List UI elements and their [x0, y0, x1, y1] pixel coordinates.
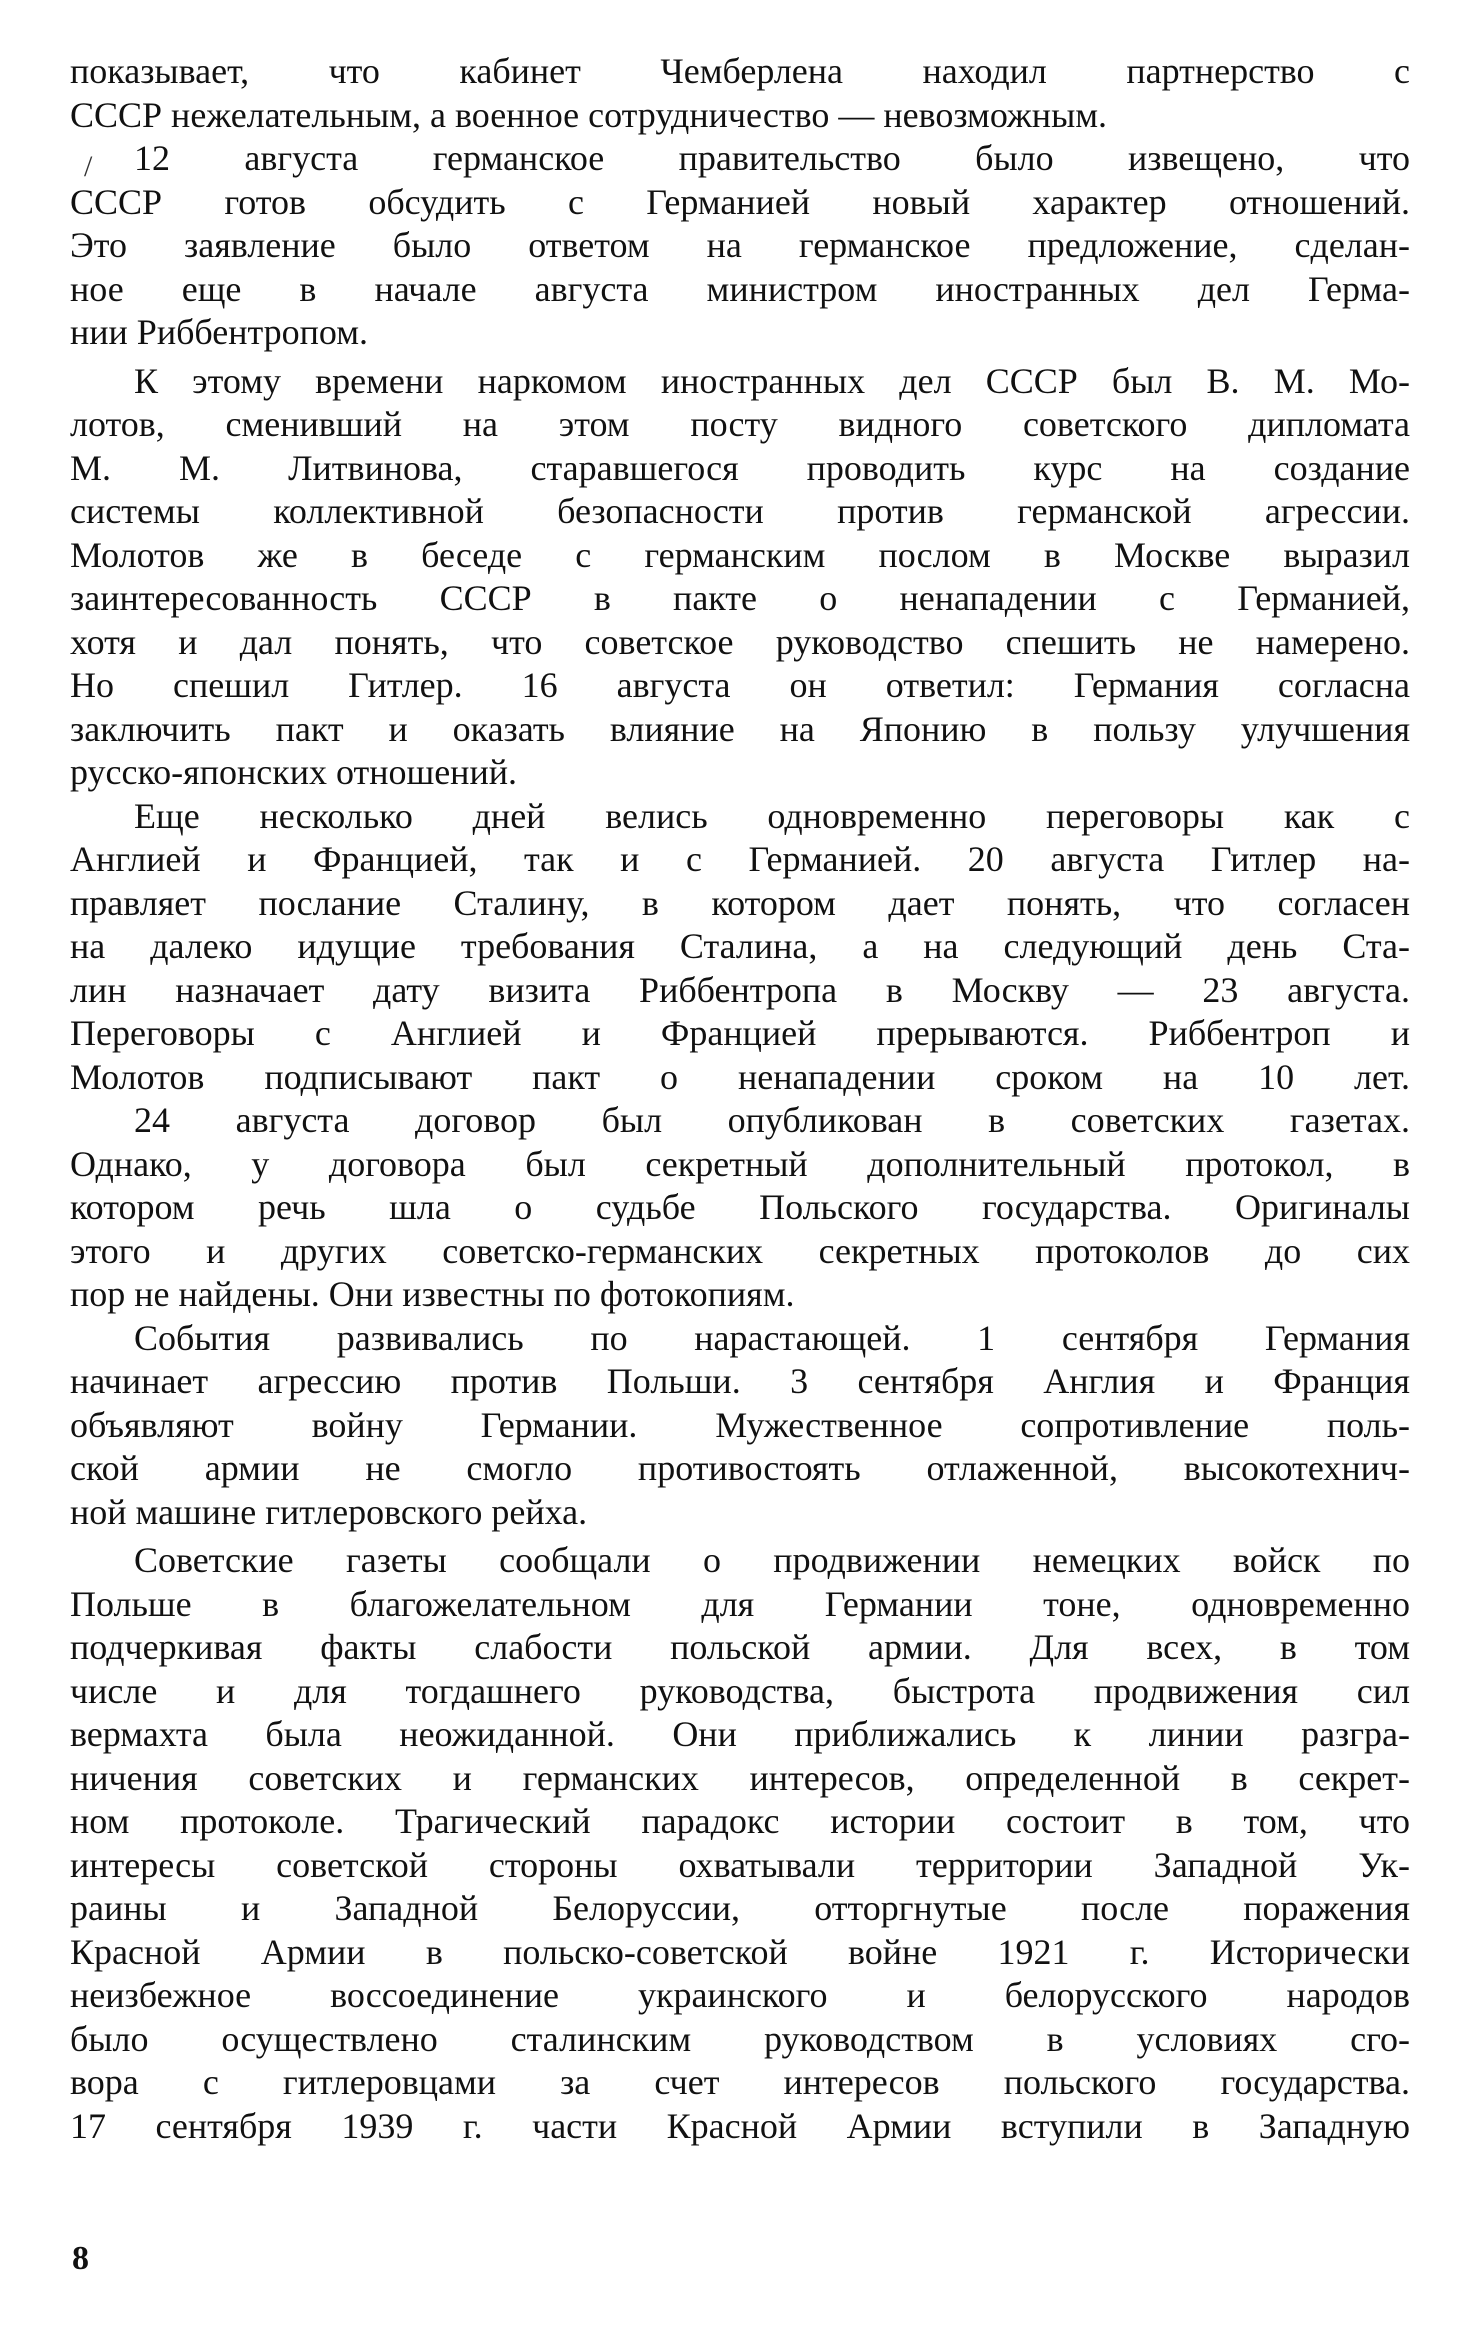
- paragraph: [70, 795, 1410, 1100]
- paragraph: [70, 137, 1410, 355]
- text-line: Польше в благожелательном для Германии тоне, одновременно: [70, 1583, 1410, 1624]
- text-line: системы коллективной безопасности против германской агрессии.: [70, 491, 1410, 531]
- text-line: Молотов подписывают пакт о ненападении сроком на 10 лет.: [70, 1056, 1410, 1097]
- text-line: Англией и Францией, так и с Германией. 20 августа Гитлер на-: [70, 839, 1410, 879]
- text-line: пор не найдены. Они известны по фотокопиям.: [70, 1274, 795, 1314]
- text-line: вермахта была неожиданной. Они приближались к линии разгра-: [70, 1714, 1410, 1754]
- text-line: русско-японских отношений.: [70, 752, 517, 792]
- text-line: Советские газеты сообщали о продвижении немецких войск по: [134, 1540, 1410, 1580]
- paragraph: [70, 1099, 1410, 1317]
- text-line: заинтересованность СССР в пакте о ненападении с Германией,: [70, 578, 1410, 618]
- paragraph: [70, 1539, 1410, 2148]
- text-line: было осуществлено сталинским руководством в условиях сго-: [70, 2018, 1410, 2059]
- text-line: Красной Армии в польско-советской войне 1921 г. Исторически: [70, 1931, 1410, 1972]
- text-line: раины и Западной Белоруссии, отторгнутые после поражения: [70, 1888, 1410, 1928]
- text-line: Но спешил Гитлер. 16 августа он ответил: Германия согласна: [70, 665, 1410, 705]
- text-line: этого и других советско-германских секретных протоколов до сих: [70, 1230, 1410, 1271]
- text-line: вора с гитлеровцами за счет интересов польского государства.: [70, 2062, 1410, 2102]
- text-line: Это заявление было ответом на германское предложение, сделан-: [70, 225, 1410, 265]
- text-line: на далеко идущие требования Сталина, а на следующий день Ста-: [70, 926, 1410, 966]
- text-line: начинает агрессию против Польши. 3 сентября Англия и Франция: [70, 1361, 1410, 1401]
- text-line: заключить пакт и оказать влияние на Японию в пользу улучшения: [70, 708, 1410, 749]
- text-line: показывает, что кабинет Чемберлена находил партнерство с: [70, 51, 1410, 91]
- text-line: Переговоры с Англией и Францией прерываются. Риббентроп и: [70, 1013, 1410, 1053]
- paragraph: [70, 1317, 1410, 1535]
- text-line: ном протоколе. Трагический парадокс истории состоит в том, что: [70, 1801, 1410, 1841]
- text-line: ничения советских и германских интересов, определенной в секрет-: [70, 1757, 1410, 1798]
- text-line: котором речь шла о судьбе Польского государства. Оригиналы: [70, 1187, 1410, 1227]
- paragraph: [70, 50, 1410, 137]
- text-line: Молотов же в беседе с германским послом в Москве выразил: [70, 534, 1410, 575]
- text-line: правляет послание Сталину, в котором дает понять, что согласен: [70, 882, 1410, 923]
- text-line: нии Риббентропом.: [70, 312, 369, 352]
- text-line: 12 августа германское правительство было извещено, что: [134, 138, 1410, 178]
- text-line: ной машине гитлеровского рейха.: [70, 1491, 588, 1532]
- text-line: числе и для тогдашнего руководства, быстрота продвижения сил: [70, 1670, 1410, 1711]
- text-line: 24 августа договор был опубликован в советских газетах.: [134, 1100, 1410, 1140]
- text-line: ное еще в начале августа министром иностранных дел Герма-: [70, 268, 1410, 309]
- text-line: хотя и дал понять, что советское руководство спешить не намерено.: [70, 621, 1410, 662]
- text-line: подчеркивая факты слабости польской армии. Для всех, в том: [70, 1627, 1410, 1667]
- text-line: объявляют войну Германии. Мужественное сопротивление поль-: [70, 1404, 1410, 1445]
- text-line: СССР нежелательным, а военное сотрудничество — невозможным.: [70, 94, 1108, 135]
- text-line: Еще несколько дней велись одновременно переговоры как с: [134, 795, 1410, 836]
- text-line: М. М. Литвинова, старавшегося проводить курс на создание: [70, 447, 1410, 488]
- paragraph: [70, 360, 1410, 795]
- margin-pencil-mark: /: [84, 150, 93, 183]
- text-line: лотов, сменивший на этом посту видного советского дипломата: [70, 404, 1410, 444]
- text-line: События развивались по нарастающей. 1 сентября Германия: [134, 1317, 1410, 1358]
- text-line: 17 сентября 1939 г. части Красной Армии вступили в Западную: [70, 2105, 1410, 2146]
- text-line: ской армии не смогло противостоять отлаженной, высокотехнич-: [70, 1448, 1410, 1488]
- text-line: Однако, у договора был секретный дополнительный протокол, в: [70, 1143, 1410, 1184]
- page-body: [70, 50, 1410, 2148]
- text-line: неизбежное воссоединение украинского и белорусского народов: [70, 1975, 1410, 2015]
- text-line: лин назначает дату визита Риббентропа в Москву — 23 августа.: [70, 969, 1410, 1010]
- page-number: 8: [72, 2240, 89, 2277]
- text-line: интересы советской стороны охватывали территории Западной Ук-: [70, 1844, 1410, 1885]
- text-line: СССР готов обсудить с Германией новый характер отношений.: [70, 181, 1410, 222]
- text-line: К этому времени наркомом иностранных дел СССР был В. М. Мо-: [134, 360, 1410, 401]
